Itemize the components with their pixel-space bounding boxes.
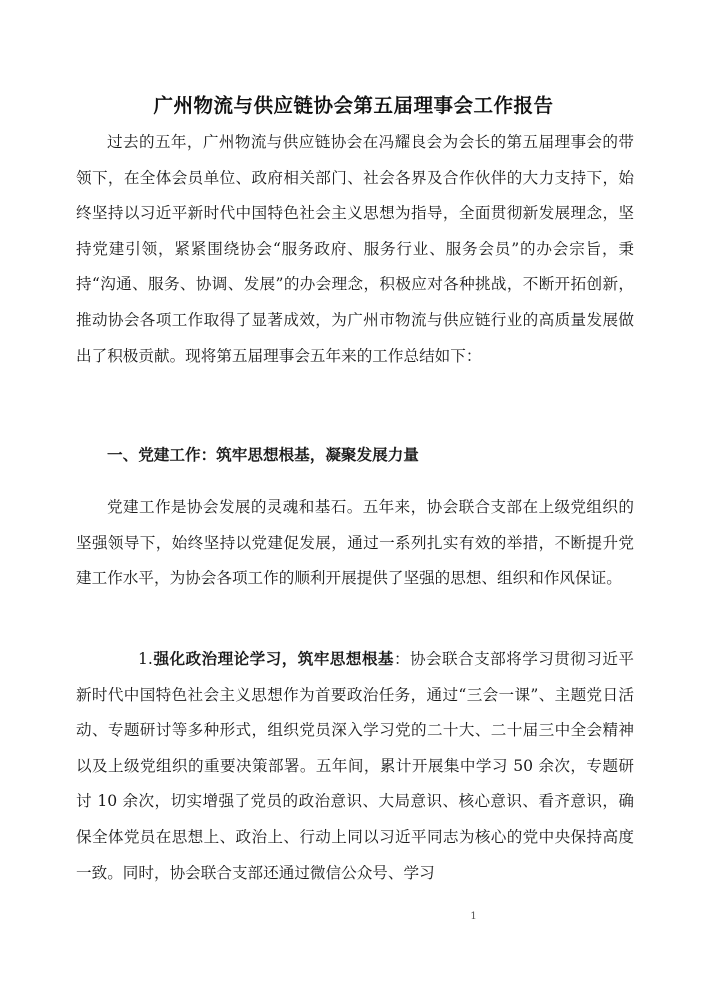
list-item-text: ：协会联合支部将学习贯彻习近平新时代中国特色社会主义思想作为首要政治任务，通过“三会一课”、主题党日活动、专题研讨等多种形式，组织党员深入学习党的二十大、二十届三中全会精神以及上级党组织的重要决策部署。五年间，累计开展集中学习 50 余次，专题研讨 10 余次，切实增强了党员的政治意识、大局意识、核心意识、看齐意识，确保全体党员在思想上、政治上、行动上同以习近平同志为核心的党中央保持高度一致。同时，协会联合支部还通过微信公众号、学习 xyxy=(76,650,634,882)
list-item-lead: 强化政治理论学习，筑牢思想根基 xyxy=(153,650,394,668)
page-number: 1 xyxy=(470,911,477,922)
list-item xyxy=(76,642,634,891)
section-paragraph: 党建工作是协会发展的灵魂和基石。五年来，协会联合支部在上级党组织的坚强领导下，始终坚持以党建促发展，通过一系列扎实有效的举措，不断提升党建工作水平，为协会各项工作的顺利开展提供了坚强的思想、组织和作风保证。 xyxy=(76,498,634,588)
section-heading: 一、党建工作：筑牢思想根基，凝聚发展力量 xyxy=(107,446,419,464)
intro-paragraph: 过去的五年，广州物流与供应链协会在冯耀良会为会长的第五届理事会的带领下，在全体会员单位、政府相关部门、社会各界及合作伙伴的大力支持下，始终坚持以习近平新时代中国特色社会主义思想为指导，全面贯彻新发展理念，坚持党建引领，紧紧围绕协会“服务政府、服务行业、服务会员”的办会宗旨，秉持“沟通、服务、协调、发展”的办会理念，积极应对各种挑战，不断开拓创新，推动协会各项工作取得了显著成效，为广州市物流与供应链行业的高质量发展做出了积极贡献。现将第五届理事会五年来的工作总结如下： xyxy=(76,133,634,365)
document-title: 广州物流与供应链协会第五届理事会工作报告 xyxy=(153,94,554,117)
list-item-number: 1. xyxy=(138,650,153,668)
